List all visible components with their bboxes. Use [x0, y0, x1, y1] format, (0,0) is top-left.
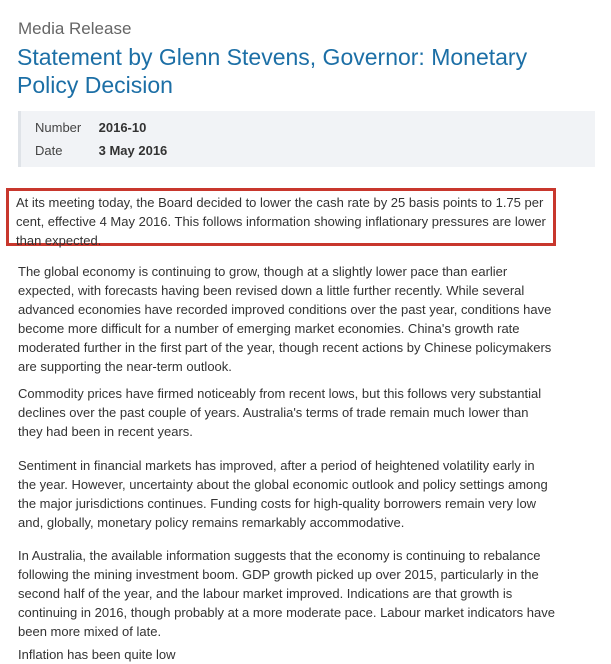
release-metadata-box	[18, 111, 595, 167]
paragraph-commodity-prices: Commodity prices have firmed noticeably from recent lows, but this follows very substantial declines over the past couple of years. Australia's terms of trade remain much lower than they had been in recent years.	[18, 386, 542, 439]
paragraph-decision: At its meeting today, the Board decided to lower the cash rate by 25 basis points to 1.75 per cent, effective 4 May 2016. This follows information showing inflationary pressures are lower than expected.	[16, 195, 546, 248]
release-date-value: 3 May 2016	[98, 143, 168, 158]
release-date-row	[35, 141, 167, 161]
release-date-label: Date	[35, 143, 63, 158]
paragraph-inflation: Inflation has been quite low	[18, 647, 176, 662]
paragraph-financial-markets: Sentiment in financial markets has improved, after a period of heightened volatility early in the year. However, uncertainty about the global economic outlook and policy settings among the major jurisdictions continues. Funding costs for high-quality borrowers remain very low and, globally, monetary policy remains remarkably accommodative.	[18, 458, 548, 530]
page-title: Statement by Glenn Stevens, Governor: Monetary Policy Decision	[17, 44, 528, 98]
release-number-value: 2016-10	[98, 120, 147, 135]
media-release-label: Media Release	[18, 19, 132, 38]
release-number-row	[35, 118, 146, 138]
release-number-label: Number	[35, 120, 82, 135]
paragraph-global-economy: The global economy is continuing to grow, though at a slightly lower pace than earlier expected, with forecasts having been revised down a little further recently. While several advanced economies have recorded improved conditions over the past year, conditions have become more difficult for a number of emerging market economies. China's growth rate moderated further in the first part of the year, though recent actions by Chinese policymakers are supporting the near-term outlook.	[18, 264, 552, 374]
paragraph-australia: In Australia, the available information suggests that the economy is continuing to rebalance following the mining investment boom. GDP growth picked up over 2015, particularly in the second half of the year, and the labour market improved. Indications are that growth is continuing in 2016, though probably at a more moderate pace. Labour market indicators have been more mixed of late.	[18, 548, 555, 639]
